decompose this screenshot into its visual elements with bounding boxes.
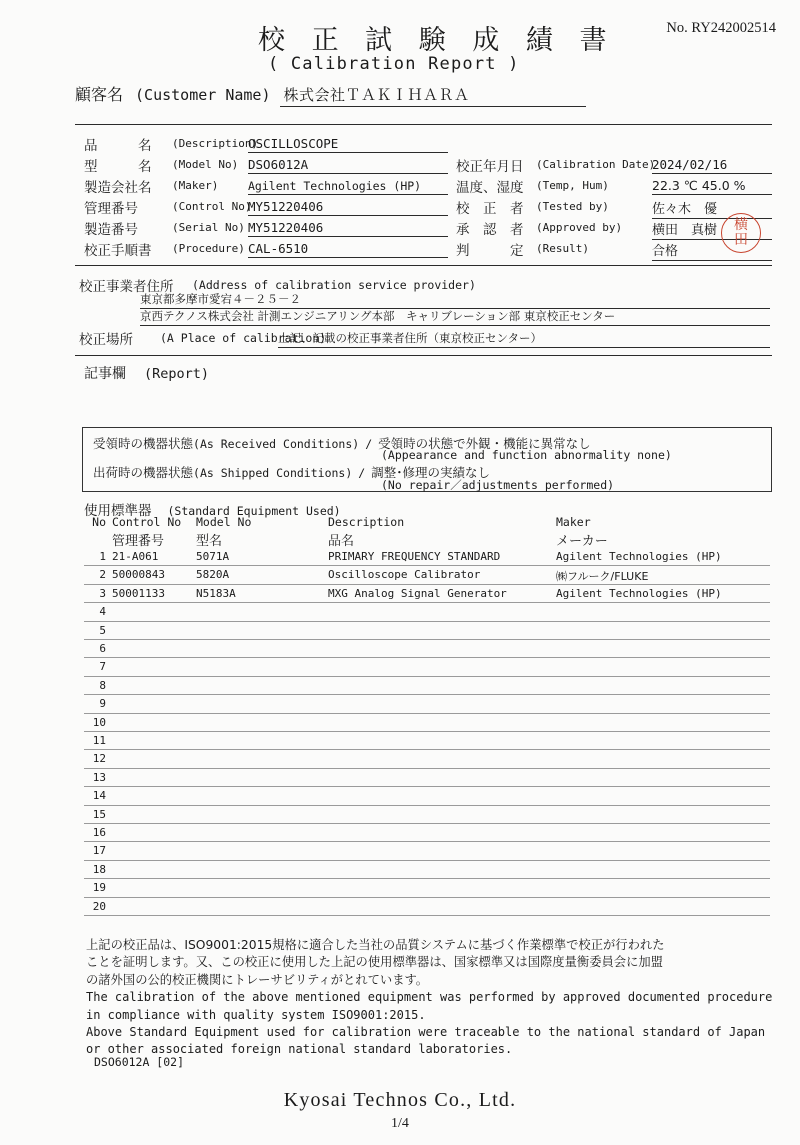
cell-no: 3	[99, 586, 106, 600]
header-description: Description	[328, 515, 405, 529]
table-row[interactable]	[84, 806, 770, 824]
table-row[interactable]	[84, 750, 770, 768]
cell-no: 14	[92, 789, 106, 803]
cell-maker: ㈱フルーク/FLUKE	[556, 570, 649, 584]
cell-no: 13	[92, 770, 106, 784]
header-model-no-jp: 型名	[196, 534, 223, 549]
control-no-value: MY51220406	[248, 199, 448, 216]
cell-control-no: 21-A061	[112, 550, 159, 563]
as-received-value-en: (Appearance and function abnormality none)	[381, 448, 672, 462]
customer-label-en: (Customer Name)	[135, 86, 271, 104]
result-label-jp: 判 定	[456, 243, 524, 259]
page-number: 1/4	[391, 1116, 409, 1131]
approved-by-label-en: (Approved by)	[536, 221, 623, 234]
table-row[interactable]	[84, 898, 770, 916]
page-subtitle: ( Calibration Report )	[268, 54, 520, 74]
table-row[interactable]	[84, 566, 770, 584]
cell-no: 2	[99, 568, 106, 582]
header-no: No	[92, 515, 106, 529]
certification-line: The calibration of the above mentioned equipment was performed by approved documented procedure	[86, 990, 773, 1005]
table-row[interactable]	[84, 824, 770, 842]
header-divider	[75, 124, 772, 125]
as-received-label-en: (As Received Conditions)	[193, 437, 360, 451]
standard-equipment-title-jp: 使用標準器	[84, 503, 152, 519]
cell-control-no: 50000843	[112, 568, 165, 582]
standard-equipment-title-en: (Standard Equipment Used)	[167, 504, 341, 518]
cell-no: 18	[92, 862, 106, 876]
table-row[interactable]	[84, 603, 770, 621]
stamp-char-bottom: 田	[734, 232, 748, 248]
header-maker: Maker	[556, 515, 591, 529]
customer-name-row	[75, 82, 586, 107]
cell-model-no: 5071A	[196, 550, 230, 563]
certification-line: in compliance with quality system ISO9001:2015.	[86, 1007, 426, 1022]
cell-model-no: 5820A	[196, 568, 230, 582]
provider-address-line2: 京西テクノス株式会社 計測エンジニアリング本部 キャリブレーション部 東京校正センター	[140, 308, 770, 326]
calibration-date-value: 2024/02/16	[652, 157, 772, 174]
maker-label-jp: 製造会社名	[84, 180, 152, 196]
serial-no-label-en: (Serial No)	[172, 221, 245, 234]
result-label-en: (Result)	[536, 242, 589, 255]
as-shipped-separator: /	[358, 466, 366, 480]
result-value: 合格	[652, 240, 772, 261]
model-no-label-jp: 型 名	[84, 159, 152, 175]
table-row[interactable]	[84, 714, 770, 732]
certification-english	[86, 989, 776, 1059]
tested-by-value: 佐々木 優	[652, 198, 772, 219]
temp-hum-label-en: (Temp, Hum)	[536, 179, 609, 192]
tested-by-label-en: (Tested by)	[536, 200, 609, 213]
as-received-value-jp: 受領時の状態で外観・機能に異常なし	[378, 436, 591, 451]
cell-no: 17	[92, 844, 106, 858]
cell-no: 1	[99, 550, 106, 563]
cell-description: MXG Analog Signal Generator	[328, 586, 507, 600]
info-divider	[75, 265, 772, 266]
serial-no-value: MY51220406	[248, 220, 448, 237]
header-control-no-jp: 管理番号	[112, 534, 165, 549]
stamp-char-top: 横	[734, 217, 748, 233]
cell-no: 4	[99, 605, 106, 619]
procedure-label-en: (Procedure)	[172, 242, 245, 255]
cell-control-no: 50001133	[112, 586, 165, 600]
certification-line: ことを証明します。又、この校正に使用した上記の使用標準器は、国家標準又は国際度量衡委員会に加盟	[86, 955, 663, 970]
cell-no: 8	[99, 678, 106, 692]
certification-line: Above Standard Equipment used for calibration were traceable to the national standard of Japan	[86, 1025, 766, 1040]
table-row[interactable]	[84, 695, 770, 713]
place-of-calibration-value: 上記、記載の校正事業者住所（東京校正センター）	[278, 330, 770, 348]
report-section-heading	[84, 363, 209, 383]
calibration-date-label-jp: 校正年月日	[456, 159, 524, 175]
procedure-label-jp: 校正手順書	[84, 243, 152, 259]
as-shipped-label-en: (As Shipped Conditions)	[193, 466, 353, 480]
report-divider	[75, 355, 772, 356]
certification-line: 上記の校正品は、ISO9001:2015規格に適合した当社の品質システムに基づく作業標準で校正が行われた	[86, 938, 665, 952]
company-name: Kyosai Technos Co., Ltd.	[283, 1089, 517, 1111]
cell-no: 11	[92, 734, 106, 747]
cell-no: 5	[99, 623, 106, 637]
description-value: OSCILLOSCOPE	[248, 136, 448, 153]
header-model-no: Model No	[196, 515, 252, 529]
as-received-separator: /	[365, 437, 373, 451]
page-title: 校 正 試 験 成 績 書	[258, 25, 616, 56]
approved-by-label-jp: 承 認 者	[456, 222, 524, 238]
cell-no: 6	[99, 642, 106, 655]
table-row[interactable]	[84, 732, 770, 750]
approved-by-value: 横田 真樹	[652, 219, 772, 240]
table-row[interactable]	[84, 861, 770, 879]
maker-value: Agilent Technologies (HP)	[248, 179, 448, 195]
control-no-label-en: (Control No)	[172, 200, 252, 213]
certification-statement	[86, 937, 776, 1059]
table-row[interactable]	[84, 769, 770, 787]
provider-address-label-jp: 校正事業者住所	[79, 279, 174, 295]
cell-no: 7	[99, 660, 106, 674]
table-row[interactable]	[84, 677, 770, 695]
model-code-footer: DSO6012A [02]	[94, 1055, 185, 1069]
as-shipped-value-jp: 調整･修理の実績なし	[371, 465, 490, 480]
as-received-label-jp: 受領時の機器状態	[93, 436, 194, 451]
calibration-date-label-en: (Calibration Date)	[536, 158, 656, 171]
cell-model-no: N5183A	[196, 586, 236, 600]
certification-japanese	[86, 937, 776, 989]
customer-name-value: 株式会社ＴＡＫＩＨＡＲＡ	[280, 84, 586, 107]
as-shipped-value-en: (No repair／adjustments performed)	[381, 478, 615, 492]
table-row[interactable]	[84, 787, 770, 805]
cell-no: 15	[92, 807, 106, 821]
document-number: No. RY242002514	[666, 20, 776, 36]
temp-hum-value: 22.3 ℃ 45.0 %	[652, 178, 772, 195]
table-row[interactable]	[84, 585, 770, 603]
table-row[interactable]	[84, 879, 770, 897]
cell-maker: Agilent Technologies (HP)	[556, 586, 722, 600]
serial-no-label-jp: 製造番号	[84, 222, 138, 238]
report-label-jp: 記事欄	[84, 366, 126, 382]
table-row[interactable]	[84, 658, 770, 676]
header-maker-jp: メーカー	[556, 534, 608, 549]
equipment-conditions-box	[82, 427, 772, 492]
table-row[interactable]	[84, 842, 770, 860]
model-no-label-en: (Model No)	[172, 158, 239, 171]
place-of-calibration-label-en: (A Place of calibration)	[160, 331, 327, 345]
procedure-value: CAL-6510	[248, 241, 448, 258]
cell-no: 10	[92, 715, 106, 729]
cell-maker: Agilent Technologies (HP)	[556, 550, 722, 563]
cell-no: 12	[92, 752, 106, 766]
model-no-value: DSO6012A	[248, 157, 448, 174]
temp-hum-label-jp: 温度、湿度	[456, 180, 524, 196]
place-of-calibration-label-jp: 校正場所	[79, 332, 133, 348]
description-label-jp: 品 名	[84, 138, 152, 154]
tested-by-label-jp: 校 正 者	[456, 201, 524, 217]
maker-label-en: (Maker)	[172, 179, 219, 192]
cell-no: 16	[92, 826, 106, 839]
provider-address-line1: 東京都多摩市愛宕４－２５－２	[140, 291, 770, 309]
header-description-jp: 品名	[328, 534, 355, 549]
report-label-en: (Report)	[144, 366, 210, 382]
provider-address-label-en: (Address of calibration service provider)	[192, 278, 476, 292]
customer-label-jp: 顧客名	[75, 85, 124, 104]
as-shipped-label-jp: 出荷時の機器状態	[93, 465, 194, 480]
table-row[interactable]	[84, 622, 770, 640]
certification-line: の諸外国の公的校正機関にトレーサビリティがとれています。	[86, 972, 429, 987]
table-row[interactable]	[84, 640, 770, 658]
certification-line: or other associated foreign national standard laboratories.	[86, 1042, 513, 1057]
cell-no: 20	[92, 899, 106, 913]
header-control-no: Control No	[112, 515, 182, 529]
cell-no: 9	[99, 697, 106, 711]
cell-no: 19	[92, 881, 106, 895]
control-no-label-jp: 管理番号	[84, 201, 138, 217]
cell-description: PRIMARY FREQUENCY STANDARD	[328, 550, 501, 563]
table-row[interactable]	[84, 548, 770, 566]
description-label-en: (Description)	[172, 137, 259, 150]
cell-description: Oscilloscope Calibrator	[328, 568, 481, 582]
